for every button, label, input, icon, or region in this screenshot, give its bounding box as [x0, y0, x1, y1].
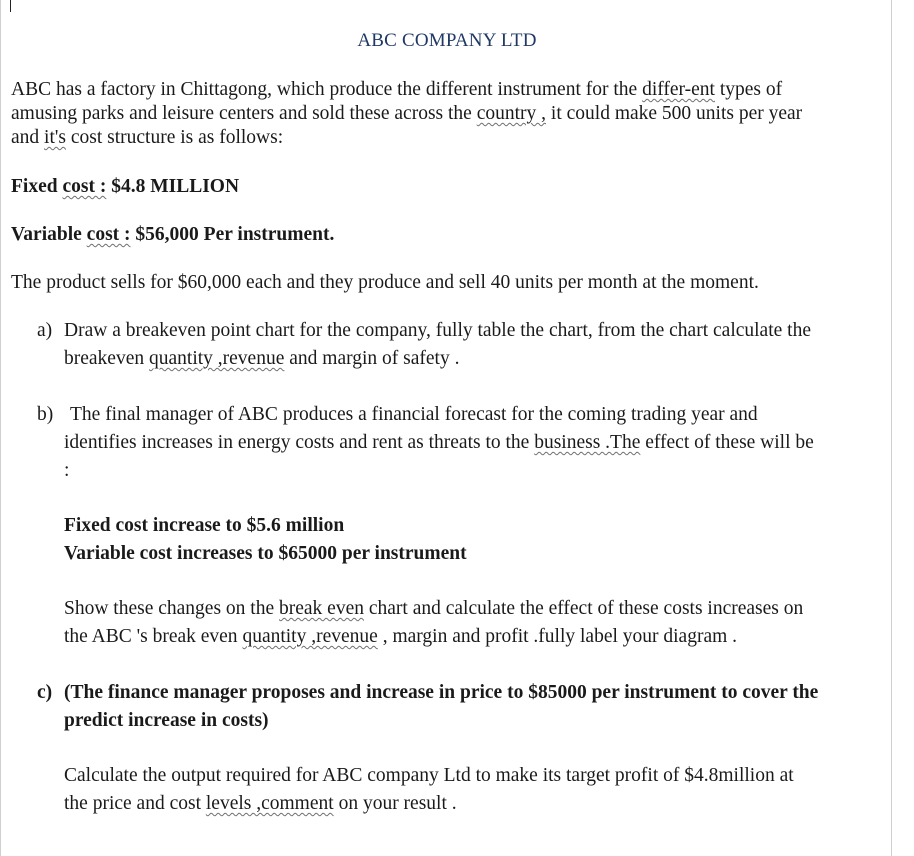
- variable-cost-increase: Variable cost increases to $65000 per instrument: [64, 543, 467, 564]
- spelling-flag[interactable]: it's: [44, 127, 66, 148]
- question-text: , margin and profit .fully label your diagram .: [377, 626, 738, 647]
- intro-text: amusing parks and leisure centers and sold these across the: [11, 103, 477, 124]
- question-text: chart and calculate the effect of these costs increases on: [364, 598, 804, 619]
- question-b-line-2: [64, 431, 814, 455]
- calc-line-2: [64, 792, 457, 816]
- variable-cost-line: [11, 223, 334, 247]
- sells-line: The product sells for $60,000 each and they produce and sell 40 units per month at the moment.: [11, 272, 759, 293]
- question-text: the ABC 's break even: [64, 626, 243, 647]
- question-text: identifies increases in energy costs and rent as threats to the: [64, 432, 535, 453]
- question-text: on your result .: [333, 793, 457, 814]
- fixed-cost-value: $4.8 MILLION: [106, 176, 240, 197]
- spelling-flag[interactable]: business .The: [534, 432, 641, 453]
- question-text: the price and cost: [64, 793, 206, 814]
- spelling-flag[interactable]: cost :: [62, 176, 107, 197]
- show-changes-line-2: [64, 625, 737, 649]
- question-c-label: c): [37, 682, 53, 703]
- intro-text: it could make 500 units per year: [546, 103, 803, 124]
- fixed-cost-line: [11, 175, 239, 199]
- calc-line-1: Calculate the output required for ABC company Ltd to make its target profit of $4.8million at: [64, 765, 794, 786]
- variable-cost-value: $56,000 Per instrument.: [130, 224, 335, 245]
- intro-line-3: [11, 126, 283, 150]
- question-text: Show these changes on the: [64, 598, 279, 619]
- fixed-cost-label: Fixed: [11, 176, 63, 197]
- question-text: breakeven: [64, 348, 149, 369]
- question-a-label: a): [37, 320, 53, 341]
- question-text: effect of these will be: [640, 432, 814, 453]
- spelling-flag[interactable]: levels ,comment: [205, 793, 334, 814]
- intro-text: and: [11, 127, 45, 148]
- spelling-flag[interactable]: differ-ent: [642, 79, 715, 100]
- intro-text: types of: [714, 79, 783, 100]
- spelling-flag[interactable]: cost :: [86, 224, 131, 245]
- page-title: ABC COMPANY LTD: [357, 30, 537, 51]
- text-cursor: [10, 0, 11, 12]
- question-a-line-2: [64, 347, 459, 371]
- spelling-flag[interactable]: break even: [279, 598, 364, 619]
- spelling-flag[interactable]: country ,: [476, 103, 547, 124]
- question-text: and margin of safety .: [284, 348, 460, 369]
- question-b-line-3: :: [64, 460, 70, 481]
- question-c-line-2: predict increase in costs): [64, 710, 269, 731]
- intro-text: cost structure is as follows:: [65, 127, 284, 148]
- spelling-flag[interactable]: quantity ,revenue: [149, 348, 285, 369]
- intro-text: ABC has a factory in Chittagong, which produce the different instrument for the: [11, 79, 643, 100]
- variable-cost-label: Variable: [11, 224, 87, 245]
- question-a-line-1: Draw a breakeven point chart for the company, fully table the chart, from the chart calculate the: [64, 320, 811, 341]
- show-changes-line-1: [64, 597, 803, 621]
- intro-line-2: [11, 102, 802, 126]
- spelling-flag[interactable]: quantity ,revenue: [242, 626, 378, 647]
- question-b-line-1: The final manager of ABC produces a financial forecast for the coming trading year and: [70, 404, 758, 425]
- intro-line-1: [11, 78, 782, 102]
- question-c-line-1: (The finance manager proposes and increase in price to $85000 per instrument to cover the: [64, 682, 819, 703]
- question-b-label: b): [37, 404, 54, 425]
- fixed-cost-increase: Fixed cost increase to $5.6 million: [64, 515, 345, 536]
